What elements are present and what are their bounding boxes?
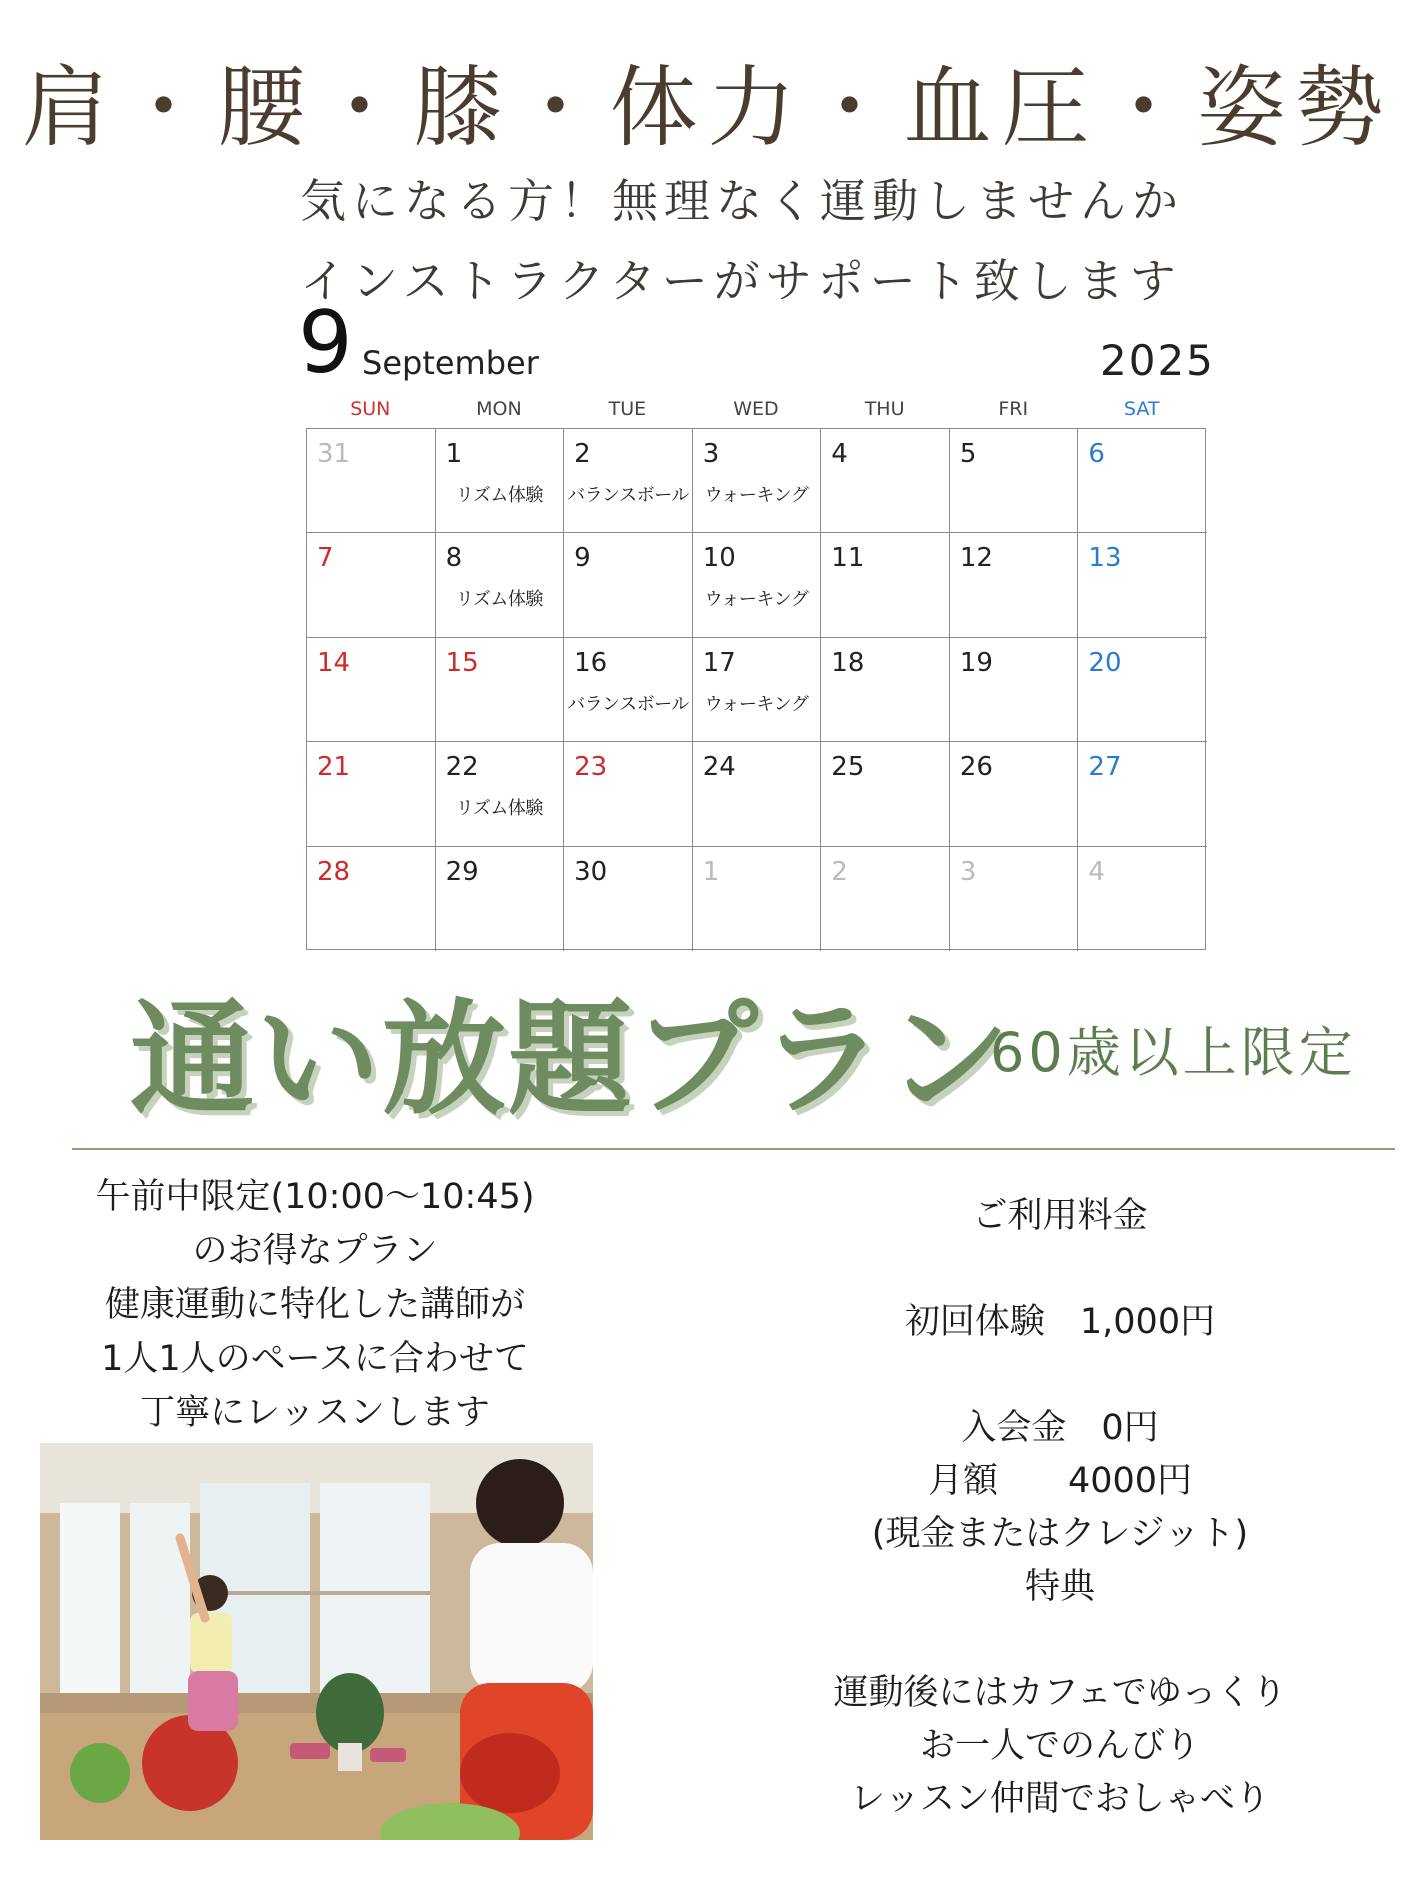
calendar-day-number: 28 [317, 856, 351, 887]
photo-illustration [40, 1443, 593, 1840]
calendar-day-cell [950, 429, 1079, 533]
calendar-day-number: 3 [959, 856, 977, 887]
pricing-spacer [820, 1243, 1300, 1296]
calendar-day-cell [564, 742, 693, 846]
calendar-day-cell [821, 847, 950, 951]
calendar-day-number: 2 [831, 856, 848, 887]
calendar-day-cell [564, 638, 693, 742]
calendar-day-number: 15 [445, 647, 479, 678]
weekday-thu: THU [864, 398, 905, 420]
calendar-day-number: 10 [702, 543, 736, 574]
calendar-day-cell [1078, 533, 1207, 637]
calendar-event-label: バランスボール [567, 485, 689, 506]
calendar-day-number: 6 [1088, 439, 1105, 469]
pricing-monthly: 月額 4000円 [927, 1461, 1193, 1501]
calendar-day-cell [950, 638, 1079, 742]
calendar-day-number: 13 [1088, 543, 1122, 574]
calendar-day-cell [693, 533, 822, 637]
plan-age-limit: 60歳以上限定 [990, 1021, 1357, 1084]
weekday-sat: SAT [1123, 398, 1160, 420]
calendar-day-cell [436, 847, 565, 951]
description-line: のお得なプラン [192, 1231, 438, 1271]
calendar-day-cell [693, 847, 822, 951]
calendar-day-cell [821, 742, 950, 846]
calendar-day-cell [436, 638, 565, 742]
calendar-day-cell [564, 429, 693, 533]
calendar-day-cell [1078, 429, 1207, 533]
calendar-day-cell [693, 638, 822, 742]
calendar-day-cell [821, 638, 950, 742]
calendar-day-cell [436, 429, 565, 533]
calendar-event-label: バランスボール [567, 693, 689, 715]
calendar-day-cell [564, 533, 693, 637]
calendar-day-number: 21 [317, 752, 351, 783]
weekday-mon: MON [476, 398, 522, 420]
calendar-month-name: September [362, 344, 539, 382]
pricing-spacer [820, 1614, 1300, 1667]
calendar-day-cell [307, 533, 436, 637]
calendar-day-number: 14 [317, 647, 351, 678]
calendar-event-label: リズム体験 [455, 798, 543, 820]
calendar-event-label: リズム体験 [455, 485, 543, 506]
calendar-day-number: 17 [702, 647, 736, 678]
calendar-day-cell [1078, 847, 1207, 951]
pricing-trial: 初回体験 1,000円 [904, 1302, 1216, 1342]
calendar-day-number: 31 [317, 439, 351, 469]
pricing-heading: ご利用料金 [972, 1196, 1148, 1236]
calendar-day-cell [950, 847, 1079, 951]
pricing-benefit: お一人でのんびり [919, 1726, 1200, 1766]
calendar-day-cell [436, 742, 565, 846]
subheadline-line-1: 気になる方！無理なく運動しませんか [300, 174, 1184, 228]
headline: 肩・腰・膝・体力・血圧・姿勢 [21, 56, 1394, 159]
calendar-weekday-header [306, 398, 1206, 424]
calendar-day-cell [821, 429, 950, 533]
pricing-spacer [820, 1349, 1300, 1402]
calendar-day-number: 1 [445, 439, 463, 469]
calendar-day-cell [307, 638, 436, 742]
calendar-day-number: 20 [1088, 647, 1122, 678]
calendar-day-number: 2 [574, 439, 591, 469]
calendar-day-number: 26 [959, 752, 993, 783]
calendar-day-cell [1078, 638, 1207, 742]
calendar-event-label: ウォーキング [704, 693, 809, 715]
weekday-sun: SUN [350, 398, 391, 420]
calendar-month-number: 9 [298, 293, 353, 393]
calendar-day-cell [693, 429, 822, 533]
plan-title: 通い放題プラン [130, 988, 1013, 1132]
description-line: 午前中限定(10:00〜10:45) [95, 1177, 535, 1217]
calendar-day-number: 29 [445, 856, 479, 887]
pricing-benefits-heading: 特典 [1024, 1567, 1095, 1607]
calendar-day-number: 4 [1088, 856, 1105, 887]
subheadline-line-2: インストラクターがサポート致します [300, 254, 1182, 308]
calendar-day-cell [307, 847, 436, 951]
calendar-day-number: 12 [959, 543, 993, 574]
plan-description [60, 1170, 570, 1440]
calendar-day-number: 1 [702, 856, 720, 887]
calendar-day-number: 24 [702, 752, 736, 783]
calendar-day-number: 4 [831, 439, 848, 469]
pricing-payment: (現金またはクレジット) [871, 1514, 1249, 1554]
calendar-day-number: 16 [574, 647, 608, 678]
calendar-day-cell [821, 533, 950, 637]
calendar-day-cell [1078, 742, 1207, 846]
calendar-event-label: ウォーキング [704, 485, 809, 506]
calendar-day-cell [436, 533, 565, 637]
calendar-day-number: 3 [702, 439, 720, 469]
calendar-year: 2025 [1100, 336, 1215, 385]
description-line: 1人1人のペースに合わせて [101, 1339, 529, 1379]
calendar-day-cell [693, 742, 822, 846]
calendar-day-cell [307, 429, 436, 533]
pricing-info [820, 1190, 1300, 1826]
weekday-tue: TUE [608, 398, 647, 420]
calendar-day-cell [564, 847, 693, 951]
calendar-day-number: 18 [831, 647, 865, 678]
weekday-wed: WED [733, 398, 779, 420]
calendar-day-number: 19 [959, 647, 993, 678]
weekday-fri: FRI [998, 398, 1029, 420]
pricing-benefit: レッスン仲間でおしゃべり [850, 1779, 1270, 1819]
calendar-day-cell [950, 533, 1079, 637]
pricing-benefit: 運動後にはカフェでゆっくり [833, 1673, 1287, 1713]
section-divider [72, 1148, 1395, 1150]
calendar-day-number: 11 [831, 543, 865, 574]
calendar-grid [306, 428, 1206, 950]
calendar-day-number: 25 [831, 752, 865, 783]
calendar-day-number: 22 [445, 752, 479, 783]
calendar-day-number: 7 [317, 543, 334, 574]
calendar-day-number: 23 [574, 752, 608, 783]
calendar-day-cell [950, 742, 1079, 846]
calendar-event-label: ウォーキング [704, 589, 809, 611]
description-line: 丁寧にレッスンします [140, 1393, 490, 1433]
calendar-day-number: 8 [445, 543, 463, 574]
calendar-day-number: 9 [574, 543, 591, 574]
exercise-class-photo [40, 1443, 593, 1840]
calendar-day-number: 30 [574, 856, 608, 887]
description-line: 健康運動に特化した講師が [104, 1285, 525, 1325]
calendar-day-number: 5 [959, 439, 977, 469]
calendar-event-label: リズム体験 [455, 589, 543, 611]
calendar-day-cell [307, 742, 436, 846]
pricing-enrollment: 入会金 0円 [961, 1408, 1159, 1448]
calendar-day-number: 27 [1088, 752, 1122, 783]
